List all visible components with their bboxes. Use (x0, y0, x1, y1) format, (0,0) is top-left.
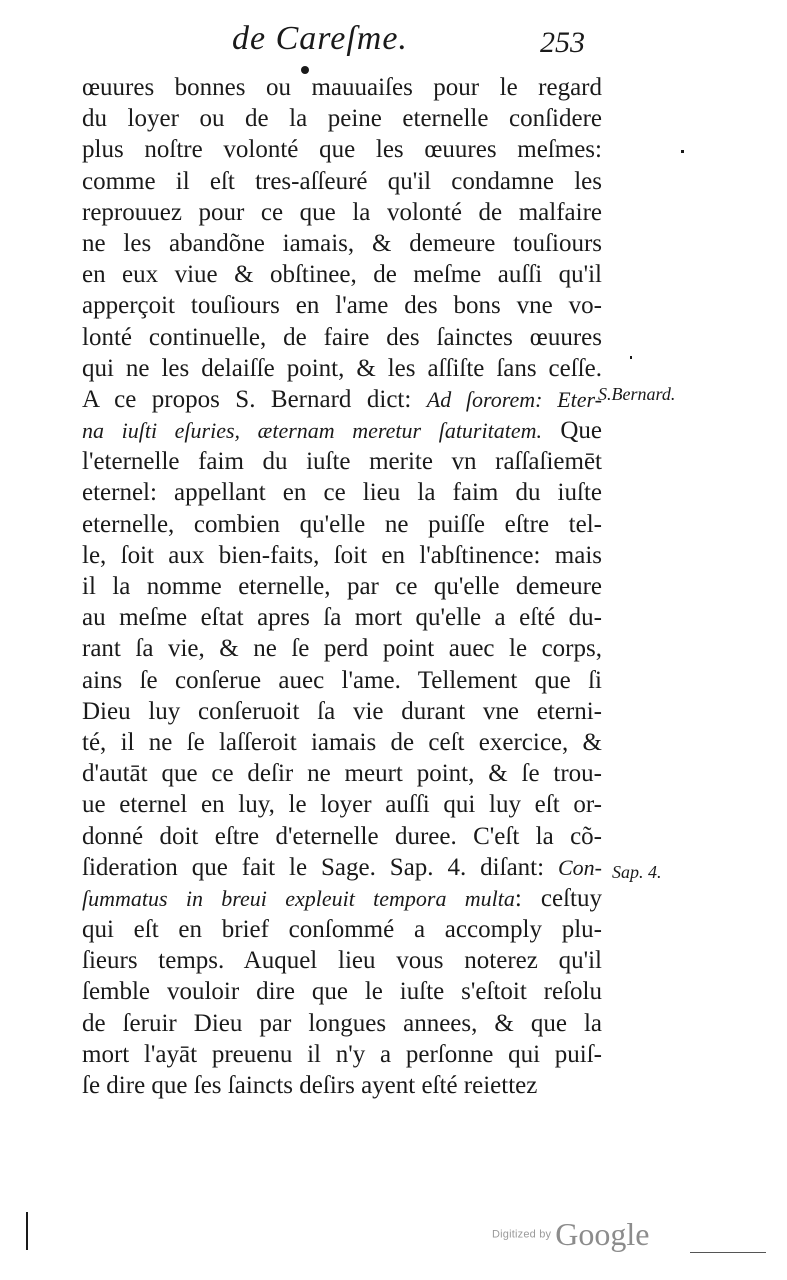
google-wordmark: Google (555, 1216, 650, 1252)
text-line (82, 1008, 602, 1039)
line-text: du loyer ou de la peine eternelle conſidere (82, 105, 602, 133)
text-line (82, 477, 602, 508)
line-text: reprouuez pour ce que la volonté de malfaire (82, 198, 602, 226)
line-text: ſe dire que ſes ſaincts deſirs ayent eſté reiettez (82, 1072, 538, 1099)
line-text: eternel: appellant en ce lieu la faim du iuſte (82, 479, 602, 507)
text-line (82, 602, 602, 633)
text-line (82, 945, 602, 976)
text-line (82, 758, 602, 789)
text-line (82, 134, 602, 165)
text-line (82, 446, 602, 477)
line-text: en eux viue & obſtinee, de meſme auſſi qu'il (82, 261, 602, 289)
line-text: comme il eſt tres-aſſeuré qu'il condamne les (82, 167, 602, 195)
page-number: 253 (540, 26, 585, 59)
line-text: Que (541, 417, 602, 445)
text-line (82, 1039, 602, 1070)
scan-edge-line (690, 1252, 766, 1253)
text-line (82, 852, 602, 883)
margin-note-sap: Sap. 4. (612, 862, 662, 882)
line-text: ſideration que fait le Sage. Sap. 4. diſant: (82, 853, 558, 881)
ink-blot (301, 66, 309, 74)
line-text: A ce propos S. Bernard dict: (82, 385, 427, 413)
text-line (82, 1070, 602, 1101)
line-text: qui ne les delaiſſe point, & les aſſiſte ſans ceſſe. (82, 354, 602, 382)
line-text: : ceſtuy (514, 884, 602, 912)
line-text: té, il ne ſe laſſeroit iamais de ceſt exercice, & (82, 728, 602, 756)
text-line (82, 789, 602, 820)
line-text: qui eſt en brief conſommé a accomply plu- (82, 916, 602, 944)
line-text: plus noſtre volonté que les œuures meſmes: (82, 136, 602, 164)
line-text: rant ſa vie, & ne ſe perd point auec le corps, (82, 635, 602, 663)
scan-watermark (492, 1216, 649, 1253)
margin-note-bernard: S.Bernard. (598, 384, 676, 404)
latin-quotation: ſummatus in breui expleuit tempora multa (82, 885, 515, 911)
text-line (82, 384, 602, 415)
text-line (82, 166, 602, 197)
text-line (82, 727, 602, 758)
text-line (82, 821, 602, 852)
line-text: de ſeruir Dieu par longues annees, & que la (82, 1009, 602, 1037)
line-text: ains ſe conſerue auec l'ame. Tellement que ſi (82, 666, 602, 694)
line-text: œuures bonnes ou mauuaiſes pour le regard (82, 74, 602, 101)
body-text (82, 72, 602, 1101)
latin-quotation: na iuſti eſuries, æternam meretur ſaturitatem. (82, 418, 542, 444)
running-head: de Careſme. (232, 20, 408, 57)
text-line (82, 976, 602, 1007)
latin-quotation: Con- (558, 854, 602, 880)
text-line (82, 914, 602, 945)
line-text: ſieurs temps. Auquel lieu vous noterez qu'il (82, 947, 602, 975)
line-text: ſemble vouloir dire que le iuſte s'eſtoit reſolu (82, 978, 602, 1006)
text-line (82, 509, 602, 540)
line-text: ue eternel en luy, le loyer auſſi qui luy eſt or- (82, 791, 602, 819)
text-line (82, 322, 602, 353)
scan-edge-mark (26, 1212, 28, 1250)
line-text: au meſme eſtat apres ſa mort qu'elle a eſté du- (82, 604, 602, 632)
line-text: l'eternelle faim du iuſte merite vn raſſaſiemēt (82, 448, 602, 476)
digitized-by-text: Digitized by (492, 1228, 552, 1241)
line-text: eternelle, combien qu'elle ne puiſſe eſtre tel- (82, 510, 602, 538)
text-line (82, 353, 602, 384)
ink-speck (681, 150, 684, 153)
line-text: mort l'ayāt preuenu il n'y a perſonne qui puiſ- (82, 1040, 602, 1068)
text-line (82, 228, 602, 259)
ink-speck (630, 356, 632, 359)
text-line (82, 571, 602, 602)
line-text: donné doit eſtre d'eternelle duree. C'eſt la cõ- (82, 822, 602, 850)
text-line (82, 633, 602, 664)
line-text: il la nomme eternelle, par ce qu'elle demeure (82, 573, 602, 600)
line-text: Dieu luy conſeruoit ſa vie durant vne eterni- (82, 697, 602, 725)
text-line (82, 415, 602, 446)
text-line (82, 72, 602, 103)
line-text: lonté continuelle, de faire des ſainctes œuures (82, 323, 602, 351)
latin-quotation: Ad ſororem: Eter- (426, 386, 602, 412)
text-line (82, 290, 602, 321)
text-line (82, 197, 602, 228)
text-line (82, 696, 602, 727)
line-text: d'autāt que ce deſir ne meurt point, & ſe trou- (82, 760, 602, 788)
text-line (82, 259, 602, 290)
text-line (82, 540, 602, 571)
line-text: le, ſoit aux bien-faits, ſoit en l'abſtinence: mais (82, 541, 602, 569)
line-text: apperçoit touſiours en l'ame des bons vne vo- (82, 292, 602, 320)
text-line (82, 883, 602, 914)
text-line (82, 103, 602, 134)
text-line (82, 665, 602, 696)
line-text: ne les abandõne iamais, & demeure touſiours (82, 229, 602, 257)
